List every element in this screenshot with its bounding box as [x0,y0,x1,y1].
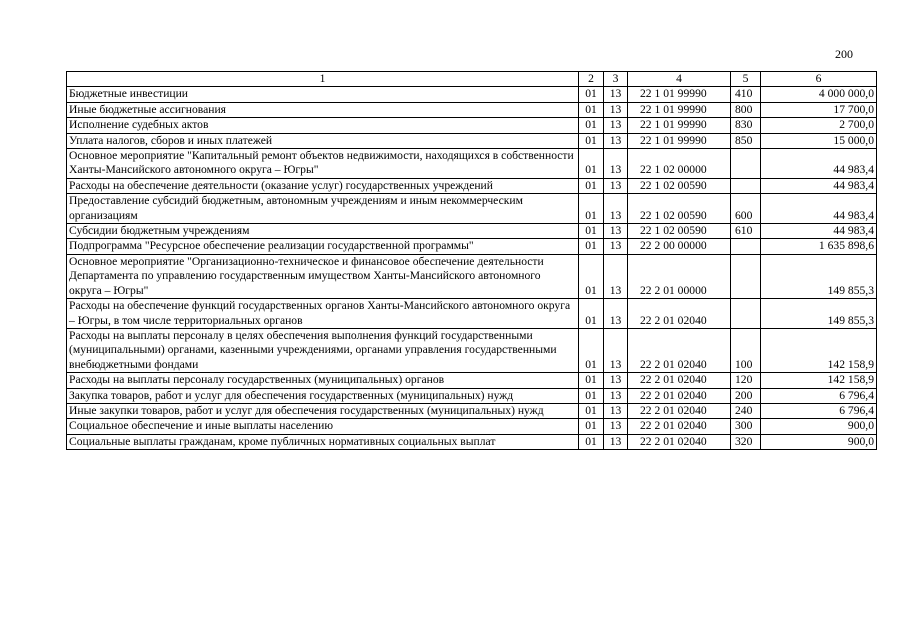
row-expense-type: 120 [731,373,761,388]
row-amount: 1 635 898,6 [761,239,877,254]
row-expense-type: 600 [731,194,761,224]
row-section: 01 [579,388,604,403]
row-name: Социальные выплаты гражданам, кроме публичных нормативных социальных выплат [67,434,579,449]
row-name: Иные закупки товаров, работ и услуг для обеспечения государственных (муниципальных) нужд [67,403,579,418]
row-target-code: 22 2 01 02040 [628,388,731,403]
row-subsection: 13 [604,419,628,434]
table-row [67,434,877,449]
row-target-code: 22 1 01 99990 [628,133,731,148]
row-target-code: 22 1 02 00590 [628,194,731,224]
row-amount: 6 796,4 [761,403,877,418]
row-section: 01 [579,254,604,298]
table-row [67,254,877,298]
table-row [67,87,877,102]
row-amount: 900,0 [761,419,877,434]
table-row [67,419,877,434]
row-expense-type: 830 [731,118,761,133]
row-name: Социальное обеспечение и иные выплаты населению [67,419,579,434]
row-section: 01 [579,194,604,224]
row-target-code: 22 2 01 02040 [628,299,731,329]
row-target-code: 22 1 01 99990 [628,87,731,102]
column-header: 5 [731,72,761,87]
row-target-code: 22 1 01 99990 [628,102,731,117]
row-section: 01 [579,87,604,102]
row-subsection: 13 [604,133,628,148]
row-section: 01 [579,403,604,418]
row-expense-type: 320 [731,434,761,449]
row-subsection: 13 [604,239,628,254]
row-expense-type: 800 [731,102,761,117]
row-name: Исполнение судебных актов [67,118,579,133]
row-amount: 900,0 [761,434,877,449]
row-subsection: 13 [604,434,628,449]
row-amount: 15 000,0 [761,133,877,148]
table-row [67,224,877,239]
row-name: Субсидии бюджетным учреждениям [67,224,579,239]
row-name: Закупка товаров, работ и услуг для обеспечения государственных (муниципальных) нужд [67,388,579,403]
row-subsection: 13 [604,178,628,193]
column-header: 1 [67,72,579,87]
row-subsection: 13 [604,194,628,224]
row-amount: 44 983,4 [761,178,877,193]
row-expense-type [731,149,761,179]
row-target-code: 22 1 02 00590 [628,178,731,193]
row-amount: 142 158,9 [761,373,877,388]
row-name: Расходы на обеспечение функций государственных органов Ханты-Мансийского автономного округа – Югры, в том числе территориальных органов [67,299,579,329]
row-amount: 4 000 000,0 [761,87,877,102]
table-row [67,239,877,254]
row-section: 01 [579,118,604,133]
row-amount: 142 158,9 [761,328,877,372]
row-amount: 44 983,4 [761,194,877,224]
row-name: Расходы на выплаты персоналу государственных (муниципальных) органов [67,373,579,388]
row-target-code: 22 2 01 02040 [628,434,731,449]
row-subsection: 13 [604,299,628,329]
row-subsection: 13 [604,87,628,102]
row-section: 01 [579,133,604,148]
row-amount: 17 700,0 [761,102,877,117]
row-section: 01 [579,149,604,179]
row-name: Основное мероприятие "Организационно-техническое и финансовое обеспечение деятельности Департамента по управлению государственным имуществом Ханты-Мансийского автономного округа – Югры" [67,254,579,298]
row-subsection: 13 [604,373,628,388]
row-expense-type [731,178,761,193]
row-subsection: 13 [604,403,628,418]
row-target-code: 22 1 01 99990 [628,118,731,133]
column-header: 6 [761,72,877,87]
row-expense-type [731,299,761,329]
table-row [67,373,877,388]
row-subsection: 13 [604,118,628,133]
row-subsection: 13 [604,224,628,239]
row-section: 01 [579,373,604,388]
column-header: 4 [628,72,731,87]
column-header: 2 [579,72,604,87]
row-section: 01 [579,434,604,449]
row-amount: 44 983,4 [761,149,877,179]
row-target-code: 22 2 01 02040 [628,403,731,418]
row-subsection: 13 [604,149,628,179]
row-subsection: 13 [604,102,628,117]
row-name: Расходы на выплаты персоналу в целях обеспечения выполнения функций государственными (муниципальными) органами, казенными учреждениями, органами управления государственными внебюджетными фондами [67,328,579,372]
row-expense-type: 610 [731,224,761,239]
row-section: 01 [579,224,604,239]
row-name: Иные бюджетные ассигнования [67,102,579,117]
budget-table [66,71,877,450]
row-expense-type: 410 [731,87,761,102]
table-row [67,328,877,372]
row-section: 01 [579,239,604,254]
table-row [67,403,877,418]
row-amount: 6 796,4 [761,388,877,403]
table-row [67,299,877,329]
row-section: 01 [579,299,604,329]
row-target-code: 22 1 02 00000 [628,149,731,179]
table-header-row [67,72,877,87]
row-expense-type [731,239,761,254]
table-row [67,388,877,403]
row-target-code: 22 2 01 00000 [628,254,731,298]
row-expense-type: 240 [731,403,761,418]
table-row [67,194,877,224]
row-target-code: 22 2 00 00000 [628,239,731,254]
row-name: Основное мероприятие "Капитальный ремонт объектов недвижимости, находящихся в собственности Ханты-Мансийского автономного округа – Югры" [67,149,579,179]
row-subsection: 13 [604,388,628,403]
row-section: 01 [579,102,604,117]
row-section: 01 [579,328,604,372]
table-row [67,118,877,133]
row-name: Подпрограмма "Ресурсное обеспечение реализации государственной программы" [67,239,579,254]
row-name: Расходы на обеспечение деятельности (оказание услуг) государственных учреждений [67,178,579,193]
page-number: 200 [835,47,853,61]
row-amount: 2 700,0 [761,118,877,133]
row-amount: 149 855,3 [761,299,877,329]
table-row [67,149,877,179]
row-amount: 149 855,3 [761,254,877,298]
row-target-code: 22 1 02 00590 [628,224,731,239]
row-name: Бюджетные инвестиции [67,87,579,102]
row-section: 01 [579,419,604,434]
row-section: 01 [579,178,604,193]
table-row [67,102,877,117]
row-amount: 44 983,4 [761,224,877,239]
table-row [67,133,877,148]
row-target-code: 22 2 01 02040 [628,419,731,434]
row-target-code: 22 2 01 02040 [628,328,731,372]
row-subsection: 13 [604,254,628,298]
row-expense-type: 100 [731,328,761,372]
row-expense-type [731,254,761,298]
row-expense-type: 300 [731,419,761,434]
row-name: Предоставление субсидий бюджетным, автономным учреждениям и иным некоммерческим организациям [67,194,579,224]
row-expense-type: 850 [731,133,761,148]
table-row [67,178,877,193]
row-name: Уплата налогов, сборов и иных платежей [67,133,579,148]
row-subsection: 13 [604,328,628,372]
row-target-code: 22 2 01 02040 [628,373,731,388]
column-header: 3 [604,72,628,87]
row-expense-type: 200 [731,388,761,403]
